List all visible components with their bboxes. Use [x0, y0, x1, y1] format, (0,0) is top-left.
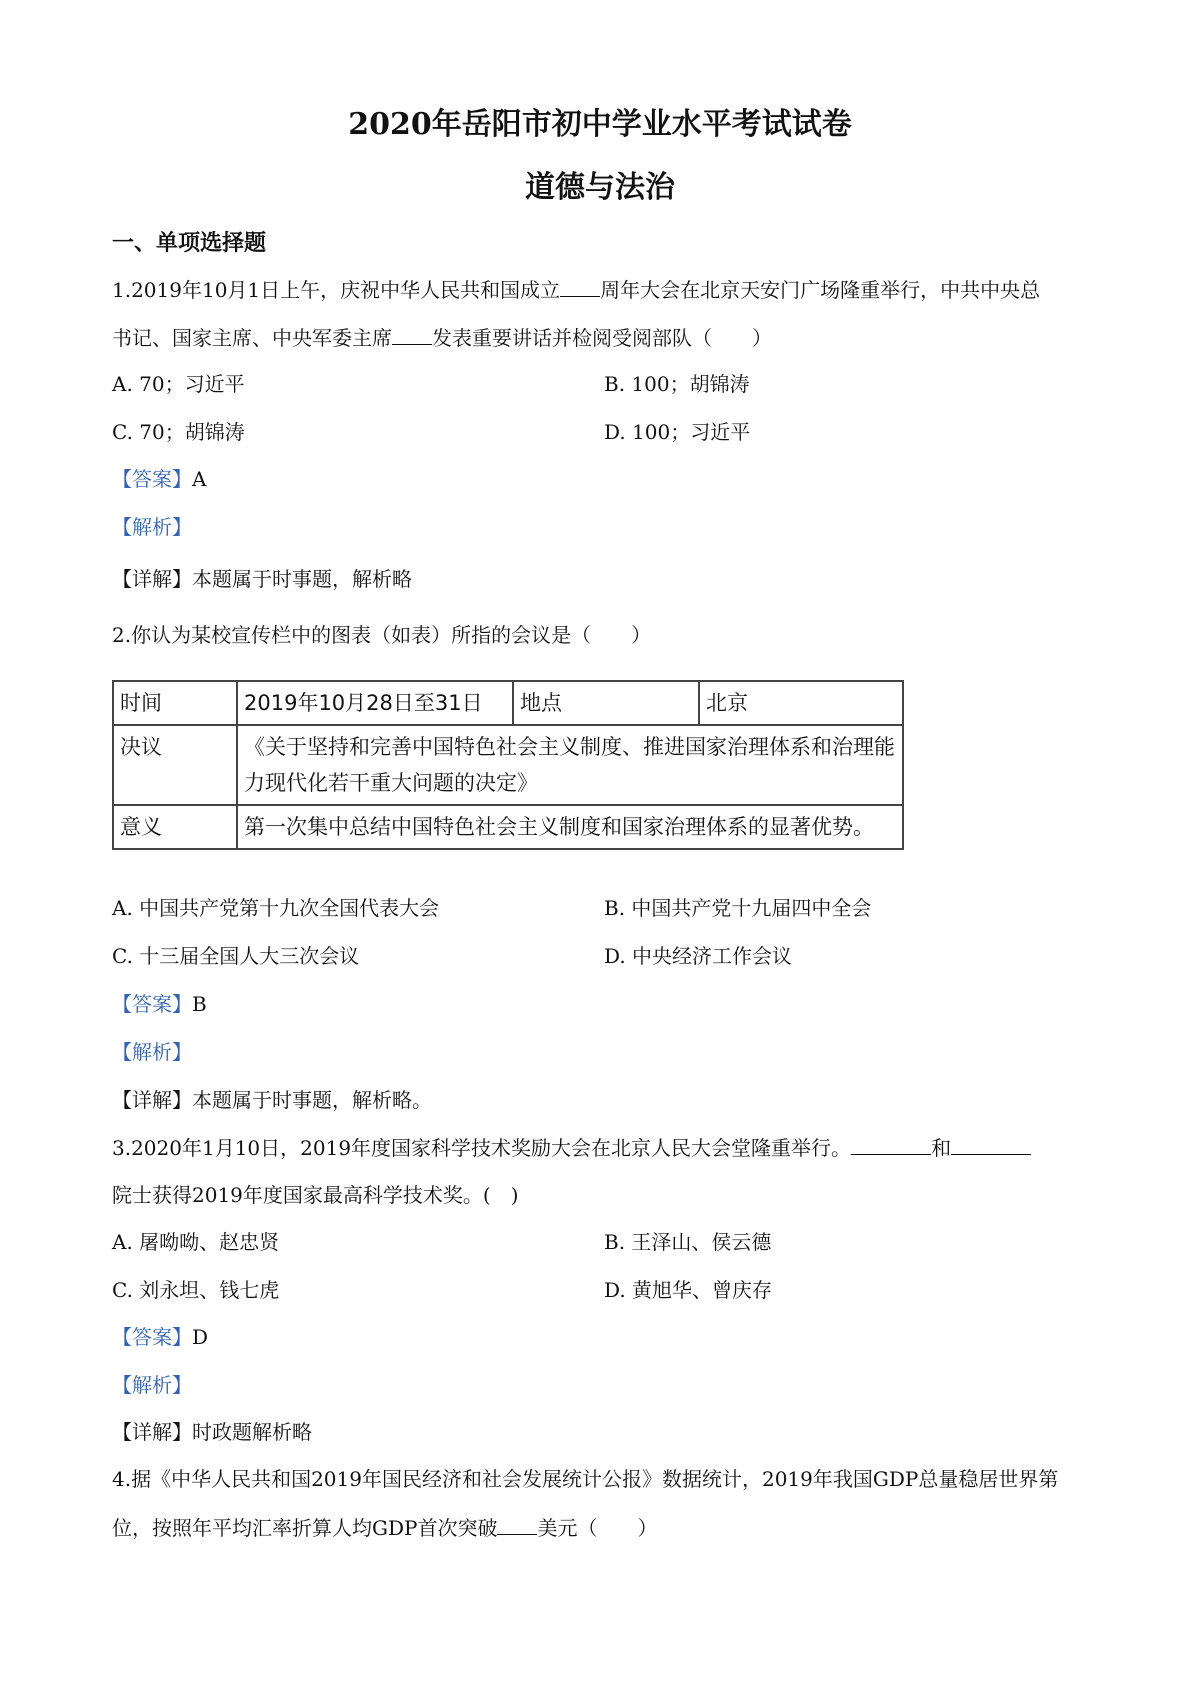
- q4-blank: [497, 1512, 537, 1535]
- q4-stem-line1: 4.据《中华人民共和国2019年国民经济和社会发展统计公报》数据统计，2019年我国GDP总量稳居世界第: [112, 1467, 1059, 1491]
- q1-stem-text: 发表重要讲话并检阅受阅部队（ ）: [432, 326, 772, 350]
- q1-option-a: A. 70；习近平: [112, 372, 245, 396]
- detail-label: 【详解】: [112, 1420, 192, 1444]
- detail-label: 【详解】: [112, 1088, 192, 1112]
- q2-option-a: A. 中国共产党第十九次全国代表大会: [112, 896, 440, 920]
- q3-blank-2: [951, 1132, 1031, 1155]
- time-label: 时间: [113, 681, 237, 725]
- q2-answer: [112, 989, 207, 1019]
- meaning-value: 第一次集中总结中国特色社会主义制度和国家治理体系的显著优势。: [237, 805, 903, 849]
- q3-stem-text: 和: [931, 1136, 952, 1160]
- q4-stem-text: 美元（ ）: [537, 1516, 658, 1540]
- q1-analysis-label: 【解析】: [112, 515, 192, 539]
- table-row: [113, 681, 903, 725]
- answer-value: B: [192, 992, 207, 1016]
- answer-label: 【答案】: [112, 1325, 192, 1349]
- q3-analysis-label: 【解析】: [112, 1373, 192, 1397]
- q2-stem: 2.你认为某校宣传栏中的图表（如表）所指的会议是（ ）: [112, 623, 652, 647]
- answer-value: D: [192, 1325, 209, 1349]
- q1-blank-2: [392, 322, 432, 345]
- resolution-value: 《关于坚持和完善中国特色社会主义制度、推进国家治理体系和治理能力现代化若干重大问题的决定》: [237, 725, 903, 805]
- q1-stem-text: 1.2019年10月1日上午，庆祝中华人民共和国成立: [112, 278, 561, 302]
- q2-detail: [112, 1085, 432, 1115]
- meeting-info-table: [112, 680, 904, 850]
- detail-text: 本题属于时事题，解析略。: [192, 1088, 432, 1112]
- resolution-label: 决议: [113, 725, 237, 805]
- time-value: 2019年10月28日至31日: [237, 681, 513, 725]
- q1-option-d: D. 100；习近平: [604, 420, 751, 444]
- q2-option-c: C. 十三届全国人大三次会议: [112, 944, 360, 968]
- q3-detail: [112, 1417, 312, 1447]
- answer-label: 【答案】: [112, 992, 192, 1016]
- q1-stem-line1: [112, 274, 1040, 305]
- place-label: 地点: [513, 681, 699, 725]
- q3-stem-line1: [112, 1132, 1031, 1163]
- q2-analysis-label: 【解析】: [112, 1040, 192, 1064]
- q1-option-b: B. 100；胡锦涛: [604, 372, 750, 396]
- page-subtitle: 道德与法治: [525, 170, 675, 205]
- q1-blank-1: [560, 274, 600, 297]
- answer-value: A: [192, 467, 207, 491]
- place-value: 北京: [699, 681, 903, 725]
- q1-detail: [112, 564, 412, 594]
- meaning-label: 意义: [113, 805, 237, 849]
- q1-stem-text: 书记、国家主席、中央军委主席: [112, 326, 392, 350]
- q3-option-b: B. 王泽山、侯云德: [604, 1230, 772, 1254]
- detail-label: 【详解】: [112, 567, 192, 591]
- q1-stem-text: 周年大会在北京天安门广场隆重举行，中共中央总: [600, 278, 1041, 302]
- q2-option-d: D. 中央经济工作会议: [604, 944, 793, 968]
- detail-text: 本题属于时事题，解析略: [192, 567, 412, 591]
- page-title: 2020年岳阳市初中学业水平考试试卷: [348, 107, 852, 142]
- q4-stem-text: 位，按照年平均汇率折算人均GDP首次突破: [112, 1516, 498, 1540]
- q3-stem-line2: 院士获得2019年度国家最高科学技术奖。( ): [112, 1183, 519, 1207]
- detail-text: 时政题解析略: [192, 1420, 312, 1444]
- section-title: 一、单项选择题: [112, 230, 267, 256]
- q4-stem-line2: [112, 1512, 657, 1543]
- answer-label: 【答案】: [112, 467, 192, 491]
- q3-option-c: C. 刘永坦、钱七虎: [112, 1278, 280, 1302]
- q3-blank-1: [851, 1132, 931, 1155]
- q3-option-d: D. 黄旭华、曾庆存: [604, 1278, 773, 1302]
- q3-answer: [112, 1322, 208, 1352]
- table-row: [113, 725, 903, 805]
- q1-option-c: C. 70；胡锦涛: [112, 420, 245, 444]
- q1-answer: [112, 464, 206, 494]
- q3-option-a: A. 屠呦呦、赵忠贤: [112, 1230, 280, 1254]
- q1-stem-line2: [112, 322, 772, 353]
- q2-option-b: B. 中国共产党十九届四中全会: [604, 896, 872, 920]
- table-row: [113, 805, 903, 849]
- q3-stem-text: 3.2020年1月10日，2019年度国家科学技术奖励大会在北京人民大会堂隆重举行。: [112, 1136, 852, 1160]
